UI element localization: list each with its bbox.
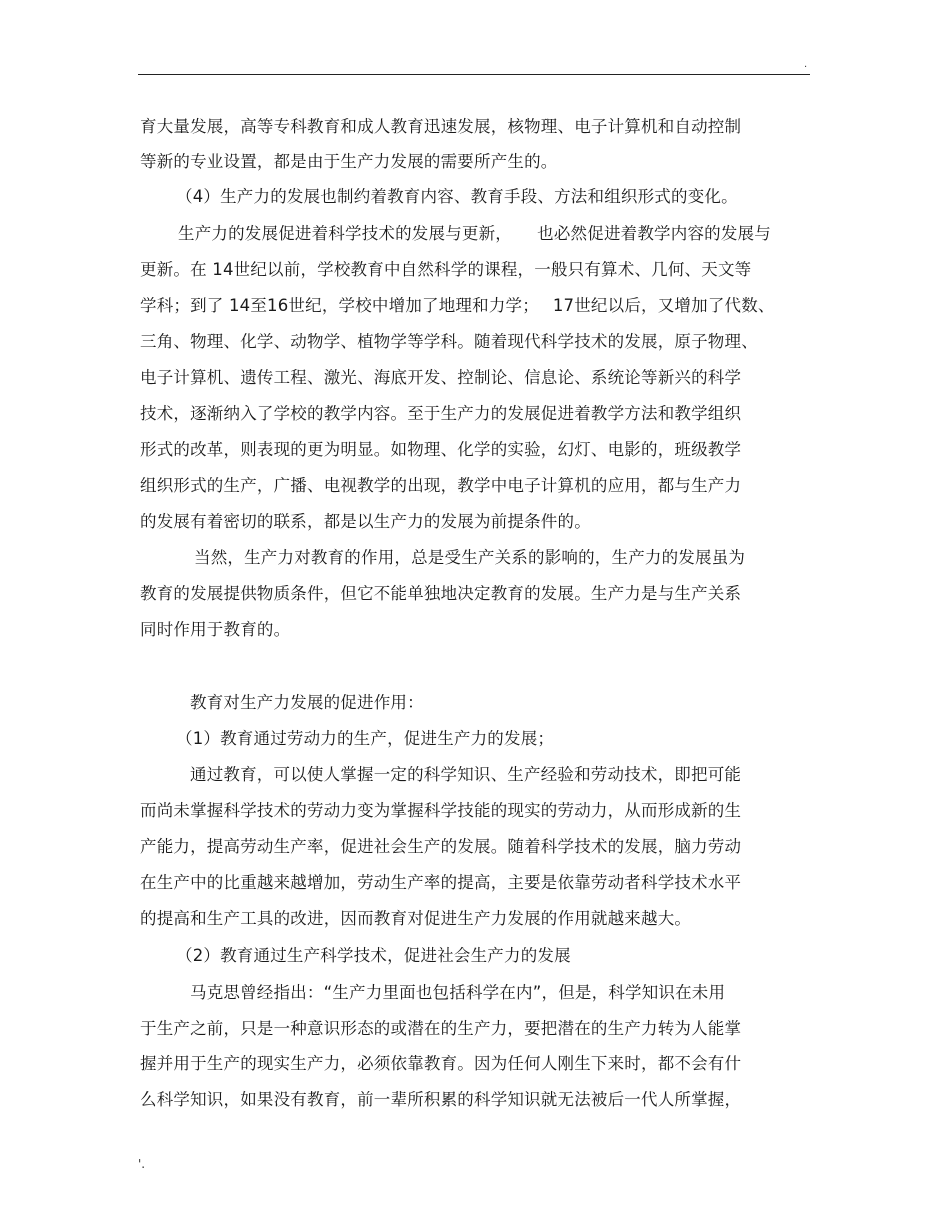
text-line: 马克思曾经指出：“生产力里面也包括科学在内”，但是，科学知识在未用 bbox=[190, 983, 726, 1002]
header-mark: . bbox=[804, 59, 808, 70]
text-line: 产能力，提高劳动生产率，促进社会生产的发展。随着科学技术的发展，脑力劳动 bbox=[140, 837, 742, 856]
text-line: 形式的改革，则表现的更为明显。如物理、化学的实验，幻灯、电影的，班级教学 bbox=[140, 440, 742, 459]
section-heading: 教育对生产力发展的促进作用： bbox=[190, 693, 424, 712]
text-line: 握并用于生产的现实生产力，必须依靠教育。因为任何人刚生下来时，都不会有什 bbox=[140, 1054, 742, 1073]
text-line: 技术，逐渐纳入了学校的教学内容。至于生产力的发展促进着教学方法和教学组织 bbox=[140, 404, 742, 423]
text-line: 更新。在 14世纪以前，学校教育中自然科学的课程，一般只有算术、几何、天文等 bbox=[140, 260, 752, 279]
text-line: 么科学知识，如果没有教育，前一辈所积累的科学知识就无法被后一代人所掌握， bbox=[140, 1090, 742, 1109]
text-line: 生产力的发展促进着科学技术的发展与更新， 也必然促进着教学内容的发展与 bbox=[178, 224, 771, 243]
text-line: 通过教育，可以使人掌握一定的科学知识、生产经验和劳动技术，即把可能 bbox=[190, 765, 742, 784]
text-line: 的发展有着密切的联系，都是以生产力的发展为前提条件的。 bbox=[140, 512, 591, 531]
text-line: （4）生产力的发展也制约着教育内容、教育手段、方法和组织形式的变化。 bbox=[176, 187, 738, 206]
text-line: 电子计算机、遗传工程、激光、海底开发、控制论、信息论、系统论等新兴的科学 bbox=[140, 368, 742, 387]
text-line: 而尚未掌握科学技术的劳动力变为掌握科学技能的现实的劳动力，从而形成新的生 bbox=[140, 801, 742, 820]
text-line: 等新的专业设置，都是由于生产力发展的需要所产生的。 bbox=[140, 152, 558, 171]
text-line: 同时作用于教育的。 bbox=[140, 620, 291, 639]
text-line: 教育的发展提供物质条件，但它不能单独地决定教育的发展。生产力是与生产关系 bbox=[140, 584, 742, 603]
text-line: 育大量发展，高等专科教育和成人教育迅速发展，核物理、电子计算机和自动控制 bbox=[140, 117, 742, 136]
text-line: 学科；到了 14至16世纪，学校中增加了地理和力学； 17世纪以后，又增加了代数、 bbox=[140, 296, 775, 315]
text-line: 组织形式的生产，广播、电视教学的出现，教学中电子计算机的应用，都与生产力 bbox=[140, 476, 742, 495]
text-line: （1）教育通过劳动力的生产，促进生产力的发展； bbox=[176, 729, 555, 748]
text-line: 当然，生产力对教育的作用，总是受生产关系的影响的，生产力的发展虽为 bbox=[194, 548, 746, 567]
text-line: 于生产之前，只是一种意识形态的或潜在的生产力，要把潜在的生产力转为人能掌 bbox=[140, 1019, 742, 1038]
header-rule bbox=[138, 74, 810, 75]
text-line: 在生产中的比重越来越增加，劳动生产率的提高，主要是依靠劳动者科学技术水平 bbox=[140, 873, 742, 892]
footer-mark: '. bbox=[138, 1157, 146, 1171]
text-line: 三角、物理、化学、动物学、植物学等学科。随着现代科学技术的发展，原子物理、 bbox=[140, 332, 758, 351]
text-line: 的提高和生产工具的改进，因而教育对促进生产力发展的作用就越来越大。 bbox=[140, 909, 692, 928]
text-line: （2）教育通过生产科学技术，促进社会生产力的发展 bbox=[176, 946, 571, 965]
